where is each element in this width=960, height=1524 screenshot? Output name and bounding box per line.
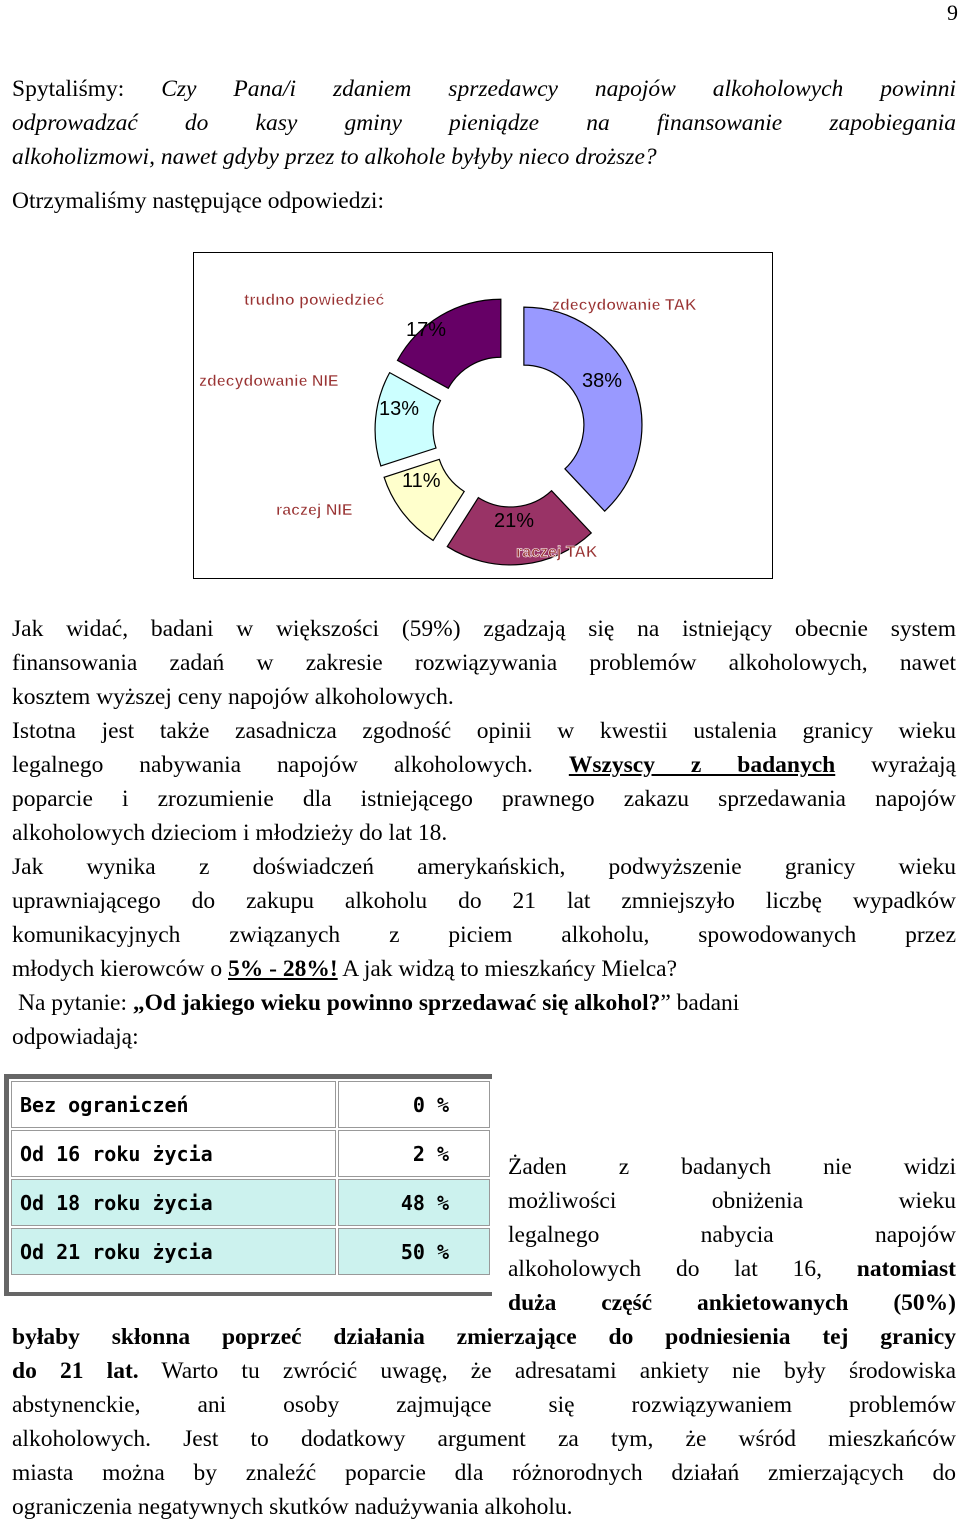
question-text-1: Czy Pana/i zdaniem sprzedawcy napojów alkoholowych powinni xyxy=(161,76,956,102)
body-text: ” badani xyxy=(660,990,740,1016)
body3-line: alkoholowych. Jest to dodatkowy argument za tym, że wśród mieszkańców xyxy=(12,1426,956,1452)
body3-line: ograniczenia negatywnych skutków nadużywania alkoholu. xyxy=(12,1494,573,1520)
body-text: młodych kierowców o xyxy=(12,956,229,982)
table-cell-value: 50 % xyxy=(338,1228,490,1275)
pie-slice xyxy=(397,299,500,388)
side-text: alkoholowych do lat 16, xyxy=(508,1256,857,1282)
body2-line: alkoholowych dzieciom i młodzieży do lat 18. xyxy=(12,820,448,846)
table-row xyxy=(11,1179,490,1226)
table-cell-label: Od 21 roku życia xyxy=(11,1228,336,1275)
side-emphasis: natomiast xyxy=(856,1256,956,1282)
body3-line-emphasis: byłaby skłonna poprzeć działania zmierzające do podniesienia tej granicy xyxy=(12,1324,956,1350)
side-line-emphasis: duża część ankietowanych (50%) xyxy=(508,1290,956,1316)
body-text: A jak widzą to mieszkańcy Mielca? xyxy=(337,956,678,982)
body-text: Warto tu zwrócić uwagę, że adresatami ankiety nie były środowiska xyxy=(138,1358,956,1384)
intro-answers-lead: Otrzymaliśmy następujące odpowiedzi: xyxy=(12,188,384,214)
body1-line: Jak widać, badani w większości (59%) zgadzają się na istniejący obecnie system xyxy=(12,616,956,642)
body1-line: Istotna jest także zasadnicza zgodność opinii w kwestii ustalenia granicy wieku xyxy=(12,718,956,744)
table-cell-value: 48 % xyxy=(338,1179,490,1226)
table-row xyxy=(11,1228,490,1275)
table-row xyxy=(11,1081,490,1128)
emphasis-percent-range: 5% - 28%! xyxy=(228,956,338,982)
doughnut-chart xyxy=(193,252,773,579)
body-paragraph-1 xyxy=(12,612,956,1054)
slice-category-label: raczej TAK xyxy=(516,544,598,561)
body-text: legalnego nabywania napojów alkoholowych. xyxy=(12,752,569,778)
body1-line: kosztem wyższej ceny napojów alkoholowych. xyxy=(12,684,454,710)
table-cell-value: 0 % xyxy=(338,1081,490,1128)
slice-category-label: trudno powiedzieć xyxy=(244,292,385,309)
side-line: legalnego nabycia napojów xyxy=(508,1222,956,1248)
body3-emphasis: do 21 lat. xyxy=(12,1358,139,1384)
side-line: Żaden z badanych nie widzi xyxy=(508,1154,956,1180)
body-text: Na pytanie: xyxy=(18,990,133,1016)
body-paragraph-3 xyxy=(12,1320,956,1524)
table-row xyxy=(11,1130,490,1177)
age-question: „Od jakiego wieku powinno sprzedawać się alkohol? xyxy=(132,990,661,1016)
intro-question xyxy=(12,72,956,218)
body3-line: miasta można by znaleźć poparcie dla różnorodnych działań zmierzających do xyxy=(12,1460,956,1486)
side-line: możliwości obniżenia wieku xyxy=(508,1188,956,1214)
question-text-2: odprowadzać do kasy gminy pieniądze na finansowanie zapobiegania xyxy=(12,110,956,136)
body2-line: komunikacyjnych związanych z piciem alkoholu, spowodowanych przez xyxy=(12,922,956,948)
slice-value-label: 13% xyxy=(379,398,420,420)
table-cell-label: Bez ograniczeń xyxy=(11,1081,336,1128)
slice-category-label: raczej NIE xyxy=(276,502,353,519)
intro-lead: Spytaliśmy: xyxy=(12,76,162,102)
slice-category-label: zdecydowanie NIE xyxy=(199,373,339,390)
pie-slice xyxy=(524,307,642,511)
slice-category-label: zdecydowanie TAK xyxy=(552,297,697,314)
side-paragraph xyxy=(508,1150,956,1320)
body2-line: odpowiadają: xyxy=(12,1024,139,1050)
slice-value-label: 11% xyxy=(402,470,441,492)
slice-value-label: 17% xyxy=(406,319,447,341)
emphasis-all-respondents: Wszyscy z badanych xyxy=(568,752,836,778)
body2-line: poparcie i zrozumienie dla istniejącego prawnego zakazu sprzedawania napojów xyxy=(12,786,956,812)
table-cell-label: Od 16 roku życia xyxy=(11,1130,336,1177)
body2-line: uprawniającego do zakupu alkoholu do 21 lat zmniejszyło liczbę wypadków xyxy=(12,888,956,914)
question-text-3: alkoholizmowi, nawet gdyby przez to alkohole byłyby nieco droższe? xyxy=(12,144,657,170)
table-cell-value: 2 % xyxy=(338,1130,490,1177)
body-text: wyrażają xyxy=(835,752,956,778)
body3-line: abstynenckie, ani osoby zajmujące się rozwiązywaniem problemów xyxy=(12,1392,956,1418)
doughnut-chart-svg xyxy=(194,253,771,577)
age-limit-table xyxy=(4,1074,492,1296)
page-number: 9 xyxy=(947,0,958,25)
slice-value-label: 38% xyxy=(582,370,623,392)
table-cell-label: Od 18 roku życia xyxy=(11,1179,336,1226)
body2-line: Jak wynika z doświadczeń amerykańskich, podwyższenie granicy wieku xyxy=(12,854,956,880)
body1-line: finansowania zadań w zakresie rozwiązywania problemów alkoholowych, nawet xyxy=(12,650,956,676)
slice-value-label: 21% xyxy=(494,510,535,532)
